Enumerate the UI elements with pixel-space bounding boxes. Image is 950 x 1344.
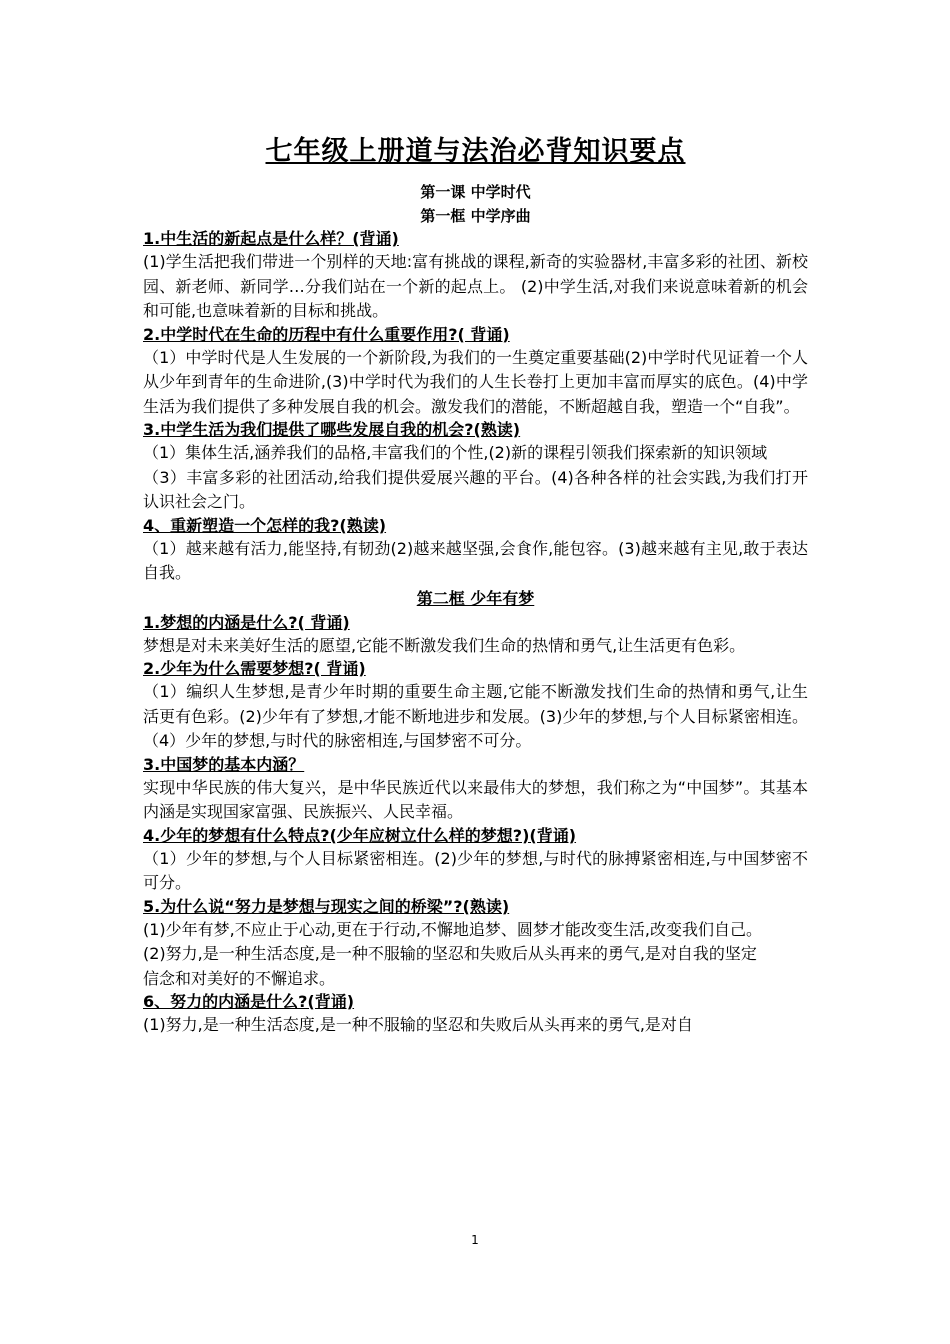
answer-paragraph: 信念和对美好的不懈追求。 — [143, 968, 336, 988]
question-heading: 3.中国梦的基本内涵？ — [143, 754, 305, 774]
answer-paragraph: (2)努力,是一种生活态度,是一种不服输的坚忍和失败后从头再来的勇气,是对自我的坚定 — [143, 944, 757, 963]
lesson-heading: 第一课 中学时代 — [420, 183, 531, 201]
answer-paragraph: (1)少年有梦,不应止于心动,更在于行动,不懈地追梦、圆梦才能改变生活,改变我们自己。 — [143, 919, 763, 939]
question-heading: 4、重新塑造一个怎样的我?(熟读) — [143, 515, 387, 535]
question-heading: 2.少年为什么需要梦想?( 背诵) — [143, 659, 366, 678]
answer-paragraph: （1）中学时代是人生发展的一个新阶段,为我们的一生奠定重要基础(2)中学时代见证着一个人从少年到青年的生命进阶,(3)中学时代为我们的人生长卷打上更加丰富而厚实的底色。(4)中学生活为我们提供了多种发展自我的机会。激发我们的潜能，不断超越自我，塑造一个“自我”。 — [143, 347, 808, 416]
question-heading: 2.中学时代在生命的历程中有什么重要作用?( 背诵) — [143, 324, 510, 344]
question-heading: 3.中学生活为我们提供了哪些发展自我的机会?(熟读) — [143, 420, 521, 439]
answer-paragraph: （1）越来越有活力,能坚持,有韧劲(2)越来越坚强,会食作,能包容。(3)越来越有主见,敢于表达自我。 — [143, 538, 808, 582]
answer-paragraph: 实现中华民族的伟大复兴，是中华民族近代以来最伟大的梦想，我们称之为“中国梦”。其基本内涵是实现国家富强、民族振兴、人民幸福。 — [143, 777, 808, 821]
answer-paragraph: （1）集体生活,涵养我们的品格,丰富我们的个性,(2)新的课程引领我们探索新的知识领域 — [143, 443, 768, 462]
question-heading: 6、努力的内涵是什么?(背诵) — [143, 992, 355, 1011]
section-1 — [143, 228, 808, 586]
answer-paragraph: （1）编织人生梦想,是青少年时期的重要生命主题,它能不断激发找们生命的热情和勇气,让生活更有色彩。(2)少年有了梦想,才能不断地进步和发展。(3)少年的梦想,与个人目标紧密相连。（4）少年的梦想,与时代的脉密相连,与国梦密不可分。 — [143, 682, 808, 750]
answer-paragraph: 梦想是对未来美好生活的愿望,它能不断激发我们生命的热情和勇气,让生活更有色彩。 — [143, 635, 746, 655]
section-2 — [143, 612, 808, 1038]
document-title: 七年级上册道与法治必背知识要点 — [265, 136, 686, 167]
question-heading: 5.为什么说“努力是梦想与现实之间的桥梁”?(熟读) — [143, 896, 510, 916]
frame-heading-1: 第一框 中学序曲 — [420, 207, 531, 225]
frame-heading-2: 第二框 少年有梦 — [416, 588, 535, 608]
answer-paragraph: （1）少年的梦想,与个人目标紧密相连。(2)少年的梦想,与时代的脉搏紧密相连,与中国梦密不可分。 — [143, 848, 808, 892]
answer-paragraph: (1)学生活把我们带进一个别样的天地:富有挑战的课程,新奇的实验器材,丰富多彩的社团、新校园、新老师、新同学…分我们站在一个新的起点上。 (2)中学生活,对我们来说意味着新的机会和可能,也意味着新的目标和挑战。 — [143, 252, 808, 320]
question-heading: 1.中生活的新起点是什么样？(背诵) — [143, 229, 399, 248]
answer-paragraph: （3）丰富多彩的社团活动,给我们提供爱展兴趣的平台。(4)各种各样的社会实践,为我们打开认识社会之门。 — [143, 467, 808, 511]
question-heading: 1.梦想的内涵是什么?( 背诵) — [143, 612, 350, 632]
page-number: 1 — [471, 1233, 479, 1247]
document-page — [143, 130, 808, 1038]
answer-paragraph: (1)努力,是一种生活态度,是一种不服输的坚忍和失败后从头再来的勇气,是对自 — [143, 1015, 693, 1034]
question-heading: 4.少年的梦想有什么特点?(少年应树立什么样的梦想?)(背诵) — [143, 825, 577, 845]
